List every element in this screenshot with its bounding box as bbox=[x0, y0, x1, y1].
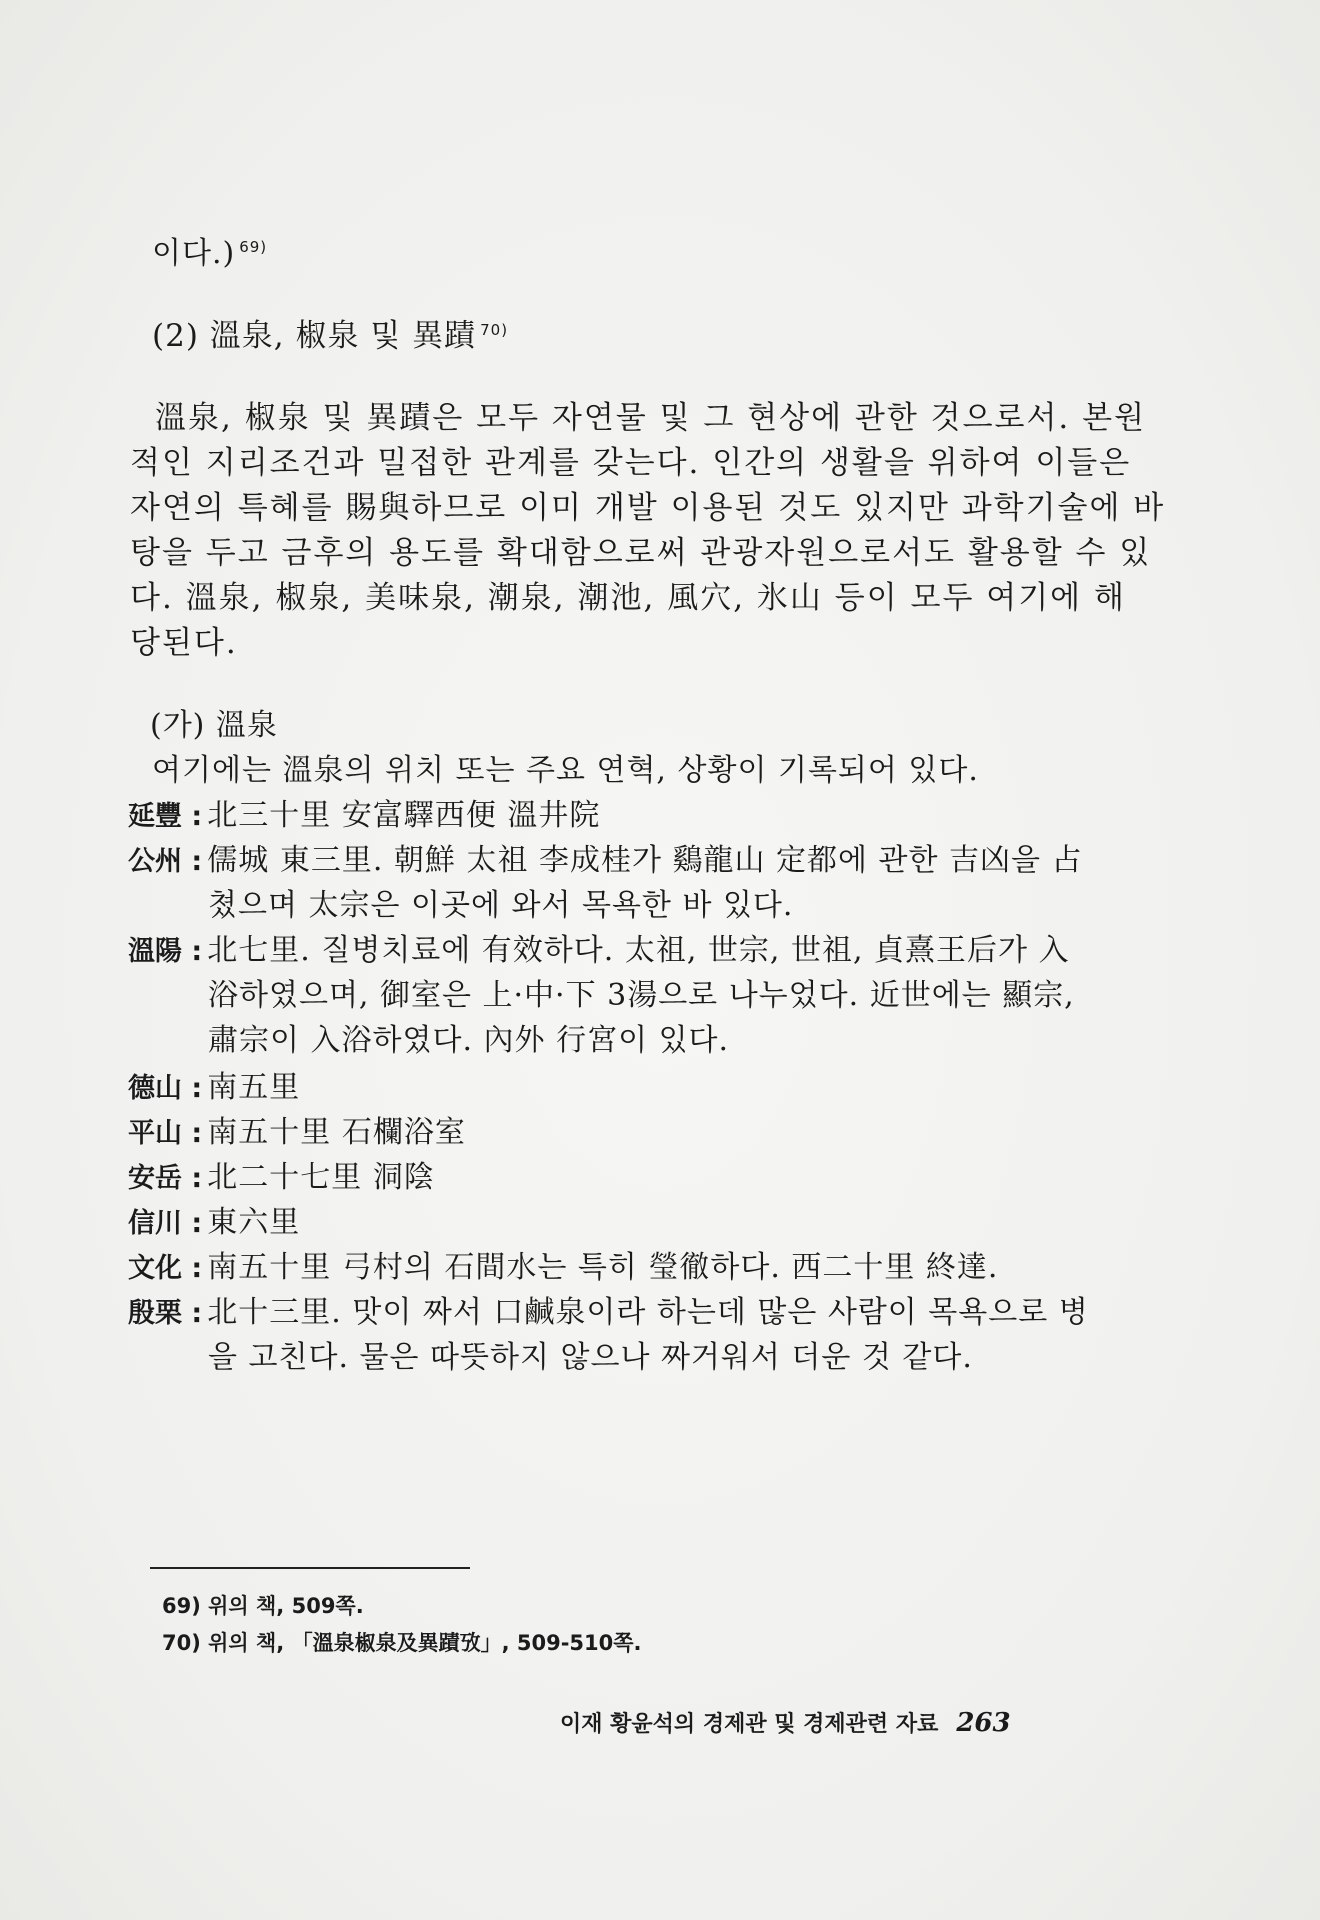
entry-label: 文化 : bbox=[128, 1253, 203, 1284]
continued-text-body: 이다.) bbox=[152, 236, 236, 271]
entry-label: 平山 : bbox=[128, 1118, 203, 1149]
entry-sincheon bbox=[128, 1197, 300, 1241]
entry-label: 信川 : bbox=[128, 1208, 203, 1239]
continued-text bbox=[152, 228, 267, 272]
entry-label: 溫陽 : bbox=[128, 936, 203, 967]
section-heading-text: (2) 溫泉, 椒泉 및 異蹟 bbox=[152, 318, 477, 354]
footnote-ref-70: 70) bbox=[480, 320, 509, 339]
page-number: 263 bbox=[956, 1708, 1011, 1738]
entry-label: 延豐 : bbox=[128, 801, 203, 832]
paragraph-line: 다. 溫泉, 椒泉, 美味泉, 潮泉, 潮池, 風穴, 氷山 등이 모두 여기에 해 bbox=[130, 580, 1126, 616]
entry-text: 南五十里 石欄浴室 bbox=[207, 1115, 466, 1150]
entry-text: 儒城 東三里. 朝鮮 太祖 李成桂가 鷄龍山 定都에 관한 吉凶을 占 bbox=[207, 843, 1083, 878]
entry-text: 北二十七里 洞陰 bbox=[207, 1160, 435, 1195]
entry-munhwa bbox=[128, 1242, 998, 1286]
entry-label: 德山 : bbox=[128, 1073, 203, 1104]
entry-text: 東六里 bbox=[207, 1205, 301, 1240]
entry-anak bbox=[128, 1152, 435, 1196]
paragraph-line: 탕을 두고 금후의 용도를 확대함으로써 관광자원으로서도 활용할 수 있 bbox=[130, 535, 1152, 571]
entry-label: 殷栗 : bbox=[128, 1298, 203, 1329]
entry-text: 南五里 bbox=[207, 1070, 301, 1105]
entry-gongju bbox=[128, 835, 1083, 879]
paragraph-line: 자연의 특혜를 賜與하므로 이미 개발 이용된 것도 있지만 과학기술에 바 bbox=[130, 490, 1166, 526]
footnote-69: 69) 위의 책, 509쪽. bbox=[162, 1594, 364, 1618]
entry-eunyul bbox=[128, 1287, 1089, 1331]
footnote-divider bbox=[150, 1567, 470, 1569]
entry-deoksan bbox=[128, 1062, 300, 1106]
running-footer bbox=[560, 1707, 1011, 1738]
intro-line: 여기에는 溫泉의 위치 또는 주요 연혁, 상황이 기록되어 있다. bbox=[152, 753, 979, 788]
entry-text: 北三十里 安富驛西便 溫井院 bbox=[207, 798, 601, 833]
entry-text: 北七里. 질병치료에 有效하다. 太祖, 世宗, 世祖, 貞熹王后가 入 bbox=[207, 933, 1070, 968]
running-footer-title: 이재 황윤석의 경제관 및 경제관련 자료 bbox=[560, 1712, 939, 1737]
paragraph-line: 적인 지리조건과 밀접한 관계를 갖는다. 인간의 생활을 위하여 이들은 bbox=[130, 445, 1132, 481]
subsection-heading: (가) 溫泉 bbox=[150, 708, 278, 743]
paragraph-line: 당된다. bbox=[130, 625, 238, 661]
entry-label: 安岳 : bbox=[128, 1163, 203, 1194]
footnote-ref-69: 69) bbox=[239, 238, 268, 256]
entry-text-continued: 쳤으며 太宗은 이곳에 와서 목욕한 바 있다. bbox=[208, 888, 794, 923]
entry-text: 北十三里. 맛이 짜서 口鹹泉이라 하는데 많은 사람이 목욕으로 병 bbox=[207, 1295, 1089, 1330]
entry-text-continued: 을 고친다. 물은 따뜻하지 않으나 짜거워서 더운 것 같다. bbox=[208, 1340, 973, 1375]
entry-yeonpung bbox=[128, 790, 600, 834]
entry-onyang bbox=[128, 925, 1070, 969]
entry-text: 南五十里 弓村의 石間水는 특히 瑩徹하다. 西二十里 終達. bbox=[207, 1250, 999, 1285]
entry-label: 公州 : bbox=[128, 846, 203, 877]
paragraph-line: 溫泉, 椒泉 및 異蹟은 모두 자연물 및 그 현상에 관한 것으로서. 본원 bbox=[155, 400, 1147, 436]
section-heading bbox=[152, 310, 508, 355]
entry-pyeongsan bbox=[128, 1107, 466, 1151]
entry-text-continued: 浴하였으며, 御室은 上·中·下 3湯으로 나누었다. 近世에는 顯宗, bbox=[208, 978, 1075, 1013]
entry-text-continued: 肅宗이 入浴하였다. 內外 行宮이 있다. bbox=[208, 1023, 730, 1058]
footnote-70: 70) 위의 책, 「溫泉椒泉及異蹟攷」, 509-510쪽. bbox=[162, 1631, 642, 1655]
